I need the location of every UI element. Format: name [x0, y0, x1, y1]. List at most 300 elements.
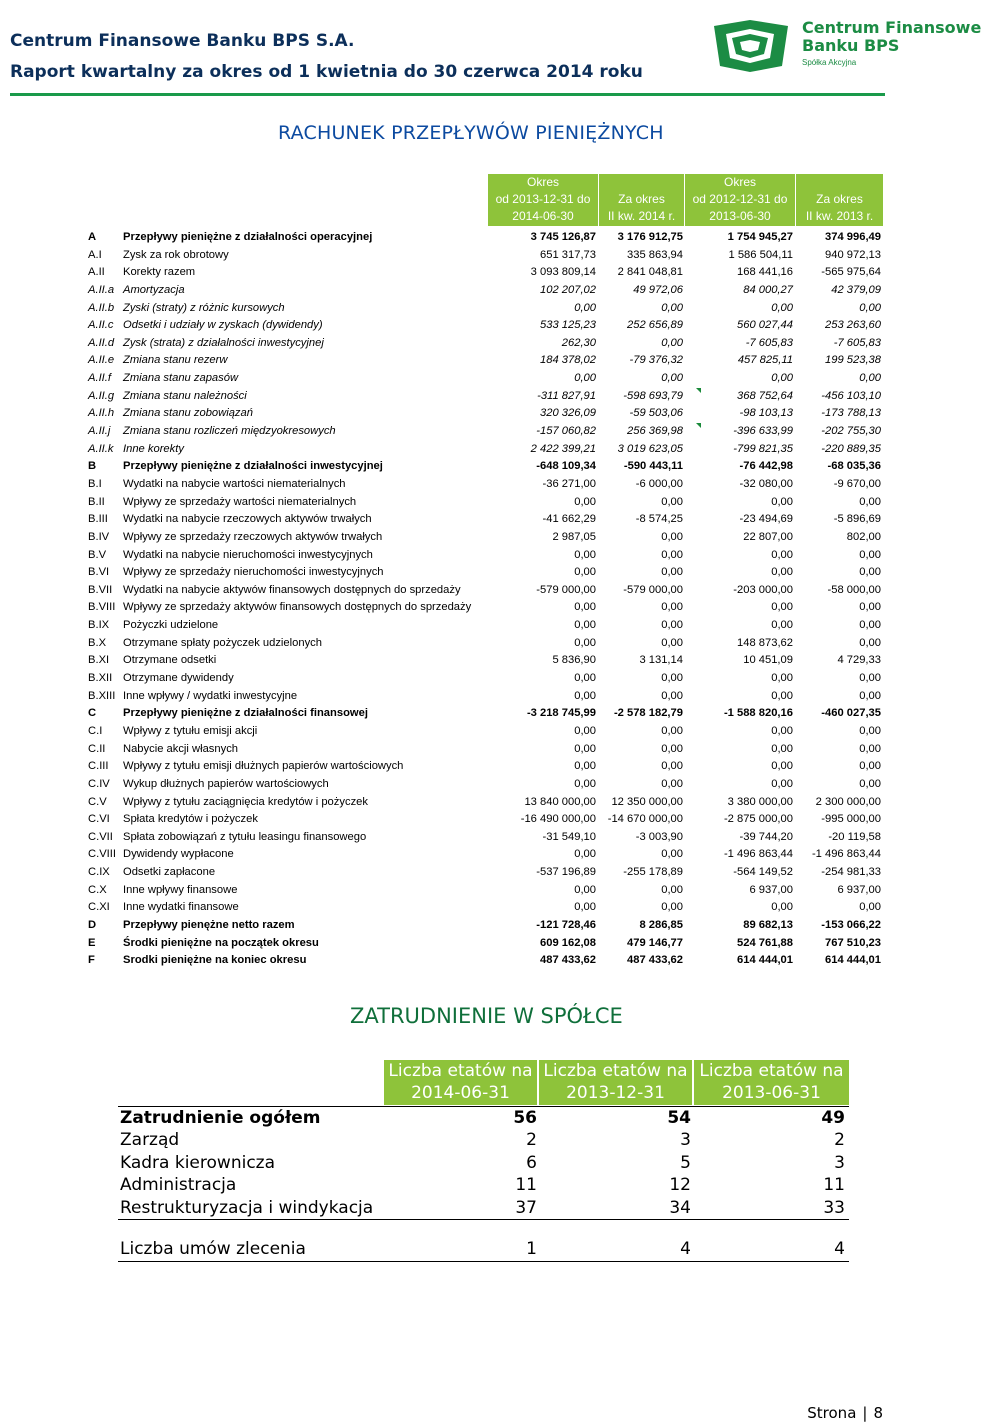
row-label: Administracja	[120, 1175, 237, 1195]
table-row	[118, 1197, 849, 1221]
row-value: 0,00	[661, 742, 683, 755]
row-value: 3 019 623,05	[617, 442, 683, 455]
row-value: 614 444,01	[737, 954, 793, 967]
row-label: Wpływy z tytułu zaciągnięcia kredytów i pożyczek	[123, 795, 368, 808]
row-label: Srodki pieniężne na koniec okresu	[123, 954, 307, 967]
column-header: Za okres II kw. 2013 r.	[796, 174, 883, 226]
row-value: 0,00	[859, 636, 881, 649]
row-value: 12	[669, 1175, 691, 1195]
comment-marker-icon	[696, 423, 701, 428]
row-value: -20 119,58	[828, 830, 881, 843]
row-value: -14 670 000,00	[607, 813, 683, 826]
row-value: 0,00	[574, 724, 596, 737]
row-value: 0,00	[574, 777, 596, 790]
table-row	[88, 952, 883, 970]
row-code: D	[88, 918, 97, 931]
row-value: 3 745 126,87	[530, 231, 596, 243]
row-value: -995 000,00	[821, 813, 881, 826]
row-value: 22 807,00	[743, 530, 793, 543]
row-code: A	[88, 231, 97, 243]
row-value: -5 896,69	[833, 513, 881, 526]
row-label: Przepływy pienężne netto razem	[123, 918, 295, 931]
row-value: 2	[834, 1130, 845, 1150]
row-label: Spłata kredytów i pożyczek	[123, 813, 258, 826]
row-value: 479 146,77	[627, 936, 683, 949]
row-code: C.VI	[88, 813, 110, 826]
row-value: -311 827,91	[537, 389, 596, 402]
row-label: Otrzymane dywidendy	[123, 672, 234, 685]
row-value: -3 003,90	[635, 830, 683, 843]
table-row	[88, 370, 883, 388]
column-header: Za okres II kw. 2014 r.	[599, 174, 684, 226]
row-value: 2 422 399,21	[530, 442, 596, 455]
row-value: 56	[513, 1108, 537, 1128]
table-row	[88, 935, 883, 953]
table-row	[88, 917, 883, 935]
row-value: 560 027,44	[737, 319, 793, 332]
row-value: 0,00	[771, 760, 793, 773]
row-value: -220 889,35	[821, 442, 881, 455]
row-value: -254 981,33	[821, 866, 881, 879]
row-value: -1 588 820,16	[723, 707, 793, 720]
row-value: 253 263,60	[825, 319, 881, 332]
table-row	[88, 776, 883, 794]
row-label: Inne wpływy / wydatki inwestycyjne	[123, 689, 298, 702]
row-value: 524 761,88	[737, 936, 793, 949]
row-label: Wydatki na nabycie nieruchomości inwestycyjnych	[123, 548, 373, 561]
row-value: 0,00	[859, 619, 881, 632]
row-value: 12 350 000,00	[611, 795, 683, 808]
row-value: 89 682,13	[743, 918, 793, 931]
row-value: 168 441,16	[737, 266, 793, 279]
row-value: -1 496 863,44	[811, 848, 881, 861]
row-value: -396 633,99	[733, 425, 793, 438]
row-value: 102 207,02	[540, 283, 596, 296]
row-value: 0,00	[661, 301, 683, 314]
table-row	[88, 652, 883, 670]
row-code: B	[88, 460, 97, 473]
row-value: 13 840 000,00	[524, 795, 596, 808]
row-value: -648 109,34	[536, 460, 596, 473]
row-value: 0,00	[574, 672, 596, 685]
row-value: 3	[834, 1152, 845, 1173]
row-value: -121 728,46	[536, 918, 596, 931]
row-label: Odsetki i udziały w zyskach (dywidendy)	[123, 319, 323, 332]
column-header: Liczba etatów na 2013-06-31	[694, 1060, 849, 1105]
table-row	[88, 529, 883, 547]
logo-text-line1: Centrum Finansowe	[802, 18, 981, 37]
row-value: 0,00	[661, 760, 683, 773]
logo-mark-icon	[710, 16, 792, 74]
table-row	[88, 335, 883, 353]
row-value: -31 549,10	[542, 830, 596, 843]
row-value: -98 103,13	[739, 407, 793, 420]
row-value: 609 162,08	[540, 936, 596, 949]
row-value: 0,00	[859, 372, 881, 385]
row-code: B.V	[88, 548, 107, 561]
row-value: -579 000,00	[623, 583, 683, 596]
row-value: 3 176 912,75	[617, 231, 683, 243]
row-value: -41 662,29	[542, 513, 596, 526]
row-label: Inne wydatki finansowe	[123, 901, 239, 914]
row-value: 0,00	[661, 883, 683, 896]
row-label: Amortyzacja	[123, 283, 185, 296]
row-value: -58 000,00	[827, 583, 881, 596]
row-code: C.VIII	[88, 848, 116, 861]
table-row	[88, 405, 883, 423]
row-code: F	[88, 954, 95, 967]
employment-title: ZATRUDNIENIE W SPÓŁCE	[350, 1004, 623, 1028]
row-value: 0,00	[574, 636, 596, 649]
row-value: 0,00	[771, 601, 793, 614]
row-label: Zmiana stanu rezerw	[123, 354, 228, 367]
table-row	[88, 899, 883, 917]
row-value: 37	[515, 1197, 537, 1218]
row-label: Wpływy ze sprzedaży aktywów finansowych dostępnych do sprzedaży	[123, 601, 472, 614]
comment-marker-icon	[696, 388, 701, 393]
row-label: Przepływy pieniężne z działalności operacyjnej	[123, 231, 373, 243]
row-value: 0,00	[771, 619, 793, 632]
row-value: 0,00	[574, 372, 596, 385]
row-code: C.XI	[88, 901, 110, 914]
row-value: 49	[821, 1108, 845, 1128]
row-value: 10 451,09	[743, 654, 793, 667]
row-code: C.III	[88, 760, 109, 773]
row-label: Zarząd	[120, 1130, 180, 1150]
row-value: 0,00	[661, 636, 683, 649]
row-value: 252 656,89	[627, 319, 683, 332]
row-code: A.II.h	[88, 407, 115, 420]
row-value: -39 744,20	[739, 830, 793, 843]
table-row	[88, 282, 883, 300]
table-row	[88, 758, 883, 776]
row-value: 0,00	[574, 689, 596, 702]
row-value: 0,00	[574, 901, 596, 914]
table-row	[88, 511, 883, 529]
row-value: 457 825,11	[737, 354, 793, 367]
row-value: -16 490 000,00	[520, 813, 596, 826]
table-row	[88, 300, 883, 318]
row-code: A.II.g	[88, 389, 115, 402]
row-value: -6 000,00	[635, 477, 683, 490]
row-value: 0,00	[574, 883, 596, 896]
row-value: 0,00	[661, 336, 683, 349]
row-value: -3 218 745,99	[526, 707, 596, 720]
row-label: Inne wpływy finansowe	[123, 883, 238, 896]
page-number: 8	[873, 1404, 883, 1422]
row-value: 0,00	[771, 742, 793, 755]
company-logo	[710, 12, 981, 76]
row-value: 11	[515, 1175, 537, 1195]
logo-text-line2: Banku BPS	[802, 36, 900, 55]
row-value: 184 378,02	[540, 354, 596, 367]
row-value: -7 605,83	[833, 336, 881, 349]
row-value: 3 131,14	[639, 654, 683, 667]
row-label: Dywidendy wypłacone	[123, 848, 234, 861]
row-value: 0,00	[859, 601, 881, 614]
row-label: Otrzymane odsetki	[123, 654, 217, 667]
row-code: A.II.e	[88, 354, 115, 367]
row-value: -23 494,69	[739, 513, 793, 526]
row-value: -2 875 000,00	[723, 813, 793, 826]
row-value: 6 937,00	[837, 883, 881, 896]
row-code: E	[88, 936, 96, 949]
row-code: B.IX	[88, 619, 110, 632]
row-value: 4 729,33	[837, 654, 881, 667]
row-value: 335 863,94	[627, 248, 683, 261]
row-value: 0,00	[574, 619, 596, 632]
row-value: 0,00	[771, 372, 793, 385]
table-row	[88, 476, 883, 494]
row-value: 0,00	[661, 848, 683, 861]
row-value: 802,00	[846, 530, 881, 543]
row-label: Wpływy ze sprzedaży nieruchomości inwestycyjnych	[123, 566, 384, 579]
contracts-row	[118, 1238, 849, 1262]
row-value: -7 605,83	[745, 336, 793, 349]
table-row	[88, 829, 883, 847]
row-value: 0,00	[661, 548, 683, 561]
row-value: -565 975,64	[821, 266, 881, 279]
row-value: 0,00	[574, 566, 596, 579]
column-header: Okres od 2013-12-31 do 2014-06-30	[488, 174, 598, 226]
table-row	[88, 723, 883, 741]
cash-flow-table-header	[88, 174, 883, 226]
row-value: -76 442,98	[739, 460, 793, 473]
table-row	[88, 599, 883, 617]
row-value: 0,00	[574, 495, 596, 508]
row-value: 0,00	[859, 495, 881, 508]
table-row	[118, 1129, 849, 1152]
row-value: 6 937,00	[749, 883, 793, 896]
row-value: 2 987,05	[552, 530, 596, 543]
row-code: B.III	[88, 513, 108, 526]
row-value: 33	[823, 1197, 845, 1218]
row-value: 0,00	[771, 495, 793, 508]
row-value: 42 379,09	[831, 283, 881, 296]
row-value: 0,00	[859, 777, 881, 790]
row-value: 2 841 048,81	[617, 266, 683, 279]
table-row	[88, 229, 883, 247]
table-row	[88, 388, 883, 406]
row-value: 533 125,23	[540, 319, 596, 332]
row-value: 0,00	[661, 530, 683, 543]
row-code: C.I	[88, 724, 103, 737]
row-label: Wpływy ze sprzedaży wartości niematerialnych	[123, 495, 357, 508]
company-name: Centrum Finansowe Banku BPS S.A.	[10, 31, 355, 51]
row-value: 767 510,23	[825, 936, 881, 949]
row-value: -564 149,52	[733, 866, 793, 879]
row-value: 2 300 000,00	[815, 795, 881, 808]
row-label: Przepływy pieniężne z działalności inwestycyjnej	[123, 460, 383, 473]
row-code: A.II.c	[88, 319, 114, 332]
row-code: B.XII	[88, 672, 113, 685]
page-footer	[807, 1404, 883, 1422]
table-row	[88, 247, 883, 265]
row-value: 4	[834, 1239, 845, 1259]
row-value: 148 873,62	[737, 636, 793, 649]
row-value: 256 369,98	[627, 425, 683, 438]
row-code: C.X	[88, 883, 107, 896]
table-row	[88, 458, 883, 476]
row-value: 0,00	[661, 601, 683, 614]
row-value: 368 752,64	[737, 389, 793, 402]
row-value: 0,00	[661, 724, 683, 737]
row-value: 84 000,27	[743, 283, 793, 296]
table-row	[88, 846, 883, 864]
row-label: Wydatki na nabycie aktywów finansowych dostępnych do sprzedaży	[123, 583, 461, 596]
row-value: 0,00	[661, 777, 683, 790]
row-label: Zysk (strata) z działalności inwestycyjnej	[123, 336, 324, 349]
column-header: Liczba etatów na 2014-06-31	[384, 1060, 537, 1105]
table-row	[88, 547, 883, 565]
row-value: 6	[526, 1152, 537, 1173]
row-label: Wydatki na nabycie rzeczowych aktywów trwałych	[123, 513, 372, 526]
row-value: -2 578 182,79	[613, 707, 683, 720]
table-row	[88, 582, 883, 600]
row-label: Otrzymane spłaty pożyczek udzielonych	[123, 636, 322, 649]
row-code: A.II.a	[88, 283, 115, 296]
row-value: 5	[680, 1152, 691, 1173]
row-value: 487 433,62	[540, 954, 596, 967]
row-label: Restrukturyzacja i windykacja	[120, 1197, 374, 1218]
table-row	[88, 441, 883, 459]
row-value: 2	[526, 1130, 537, 1150]
row-value: 0,00	[574, 848, 596, 861]
row-code: C.II	[88, 742, 106, 755]
table-row	[88, 564, 883, 582]
row-value: -8 574,25	[635, 513, 683, 526]
row-value: 0,00	[574, 742, 596, 755]
table-row	[88, 794, 883, 812]
row-label: Spłata zobowiązań z tytułu leasingu finansowego	[123, 830, 367, 843]
table-row	[88, 811, 883, 829]
row-value: 49 972,06	[633, 283, 683, 296]
row-value: -153 066,22	[821, 918, 881, 931]
column-header: Okres od 2012-12-31 do 2013-06-30	[685, 174, 795, 226]
row-code: A.II.d	[88, 336, 115, 349]
row-value: 0,00	[859, 901, 881, 914]
row-label: Zmiana stanu należności	[123, 389, 247, 402]
row-code: B.II	[88, 495, 105, 508]
row-code: A.II.k	[88, 442, 114, 455]
row-value: -537 196,89	[536, 866, 596, 879]
row-label: Zmiana stanu zapasów	[123, 372, 239, 385]
row-value: 262,30	[561, 336, 596, 349]
page-label: Strona	[807, 1404, 857, 1422]
row-value: -799 821,35	[733, 442, 793, 455]
row-value: 4	[680, 1239, 691, 1259]
row-label: Zmiana stanu rozliczeń międzyokresowych	[123, 425, 336, 438]
row-value: -9 670,00	[833, 477, 881, 490]
row-value: 5 836,90	[552, 654, 596, 667]
header-divider	[10, 93, 885, 96]
row-value: -598 693,79	[623, 389, 683, 402]
row-value: 0,00	[859, 724, 881, 737]
row-value: -173 788,13	[821, 407, 881, 420]
row-value: 0,00	[661, 619, 683, 632]
row-value: 0,00	[661, 689, 683, 702]
row-value: 0,00	[771, 689, 793, 702]
table-row	[88, 494, 883, 512]
row-value: 940 972,13	[825, 248, 881, 261]
row-value: 0,00	[574, 601, 596, 614]
table-row	[88, 264, 883, 282]
row-value: 3	[680, 1130, 691, 1150]
row-value: 0,00	[771, 724, 793, 737]
row-value: -157 060,82	[536, 425, 596, 438]
row-value: 0,00	[859, 689, 881, 702]
row-code: B.IV	[88, 530, 110, 543]
row-value: 0,00	[771, 777, 793, 790]
row-label: Przepływy pieniężne z działalności finansowej	[123, 707, 368, 720]
cash-flow-title: RACHUNEK PRZEPŁYWÓW PIENIĘŻNYCH	[278, 122, 664, 144]
row-label: Środki pieniężne na początek okresu	[123, 936, 319, 949]
footer-separator: |	[862, 1404, 868, 1422]
row-value: -79 376,32	[629, 354, 683, 367]
table-row	[88, 705, 883, 723]
row-value: -456 103,10	[821, 389, 881, 402]
row-value: -68 035,36	[827, 460, 881, 473]
row-value: 0,00	[574, 548, 596, 561]
row-value: 0,00	[661, 495, 683, 508]
row-label: Wpływy ze sprzedaży rzeczowych aktywów trwałych	[123, 530, 383, 543]
table-row	[88, 635, 883, 653]
row-value: 0,00	[859, 672, 881, 685]
row-label: Kadra kierownicza	[120, 1152, 276, 1173]
row-label: Pożyczki udzielone	[123, 619, 219, 632]
row-value: -32 080,00	[739, 477, 793, 490]
row-code: A.I	[88, 248, 102, 261]
row-code: B.XIII	[88, 689, 116, 702]
row-code: C.IX	[88, 866, 110, 879]
row-label: Wydatki na nabycie wartości niematerialnych	[123, 477, 346, 490]
table-row	[118, 1152, 849, 1175]
table-row	[118, 1174, 849, 1197]
row-code: C.IV	[88, 777, 110, 790]
row-label: Liczba umów zlecenia	[120, 1239, 306, 1259]
row-label: Zatrudnienie ogółem	[120, 1108, 321, 1128]
row-value: 0,00	[771, 566, 793, 579]
row-value: -460 027,35	[821, 707, 881, 720]
row-code: A.II.f	[88, 372, 112, 385]
row-value: -59 503,06	[629, 407, 683, 420]
row-value: 0,00	[859, 566, 881, 579]
row-value: -255 178,89	[623, 866, 683, 879]
row-code: B.I	[88, 477, 102, 490]
table-row	[88, 317, 883, 335]
row-value: 0,00	[574, 301, 596, 314]
row-code: C.V	[88, 795, 107, 808]
row-code: A.II.j	[88, 425, 111, 438]
report-period: Raport kwartalny za okres od 1 kwietnia do 30 czerwca 2014 roku	[10, 62, 643, 82]
row-value: -590 443,11	[623, 460, 683, 473]
row-value: 199 523,38	[825, 354, 881, 367]
row-value: 11	[823, 1175, 845, 1195]
row-label: Wpływy z tytułu emisji dłużnych papierów wartościowych	[123, 760, 404, 773]
row-code: A.II.b	[88, 301, 115, 314]
row-value: 320 326,09	[540, 407, 596, 420]
row-value: 0,00	[771, 548, 793, 561]
cash-flow-rows	[88, 229, 883, 970]
row-label: Zmiana stanu zobowiązań	[123, 407, 253, 420]
row-value: 0,00	[859, 760, 881, 773]
row-value: -1 496 863,44	[723, 848, 793, 861]
row-value: 651 317,73	[540, 248, 596, 261]
row-value: -202 755,30	[821, 425, 881, 438]
row-code: B.VII	[88, 583, 113, 596]
row-value: 0,00	[771, 672, 793, 685]
row-label: Korekty razem	[123, 266, 196, 279]
